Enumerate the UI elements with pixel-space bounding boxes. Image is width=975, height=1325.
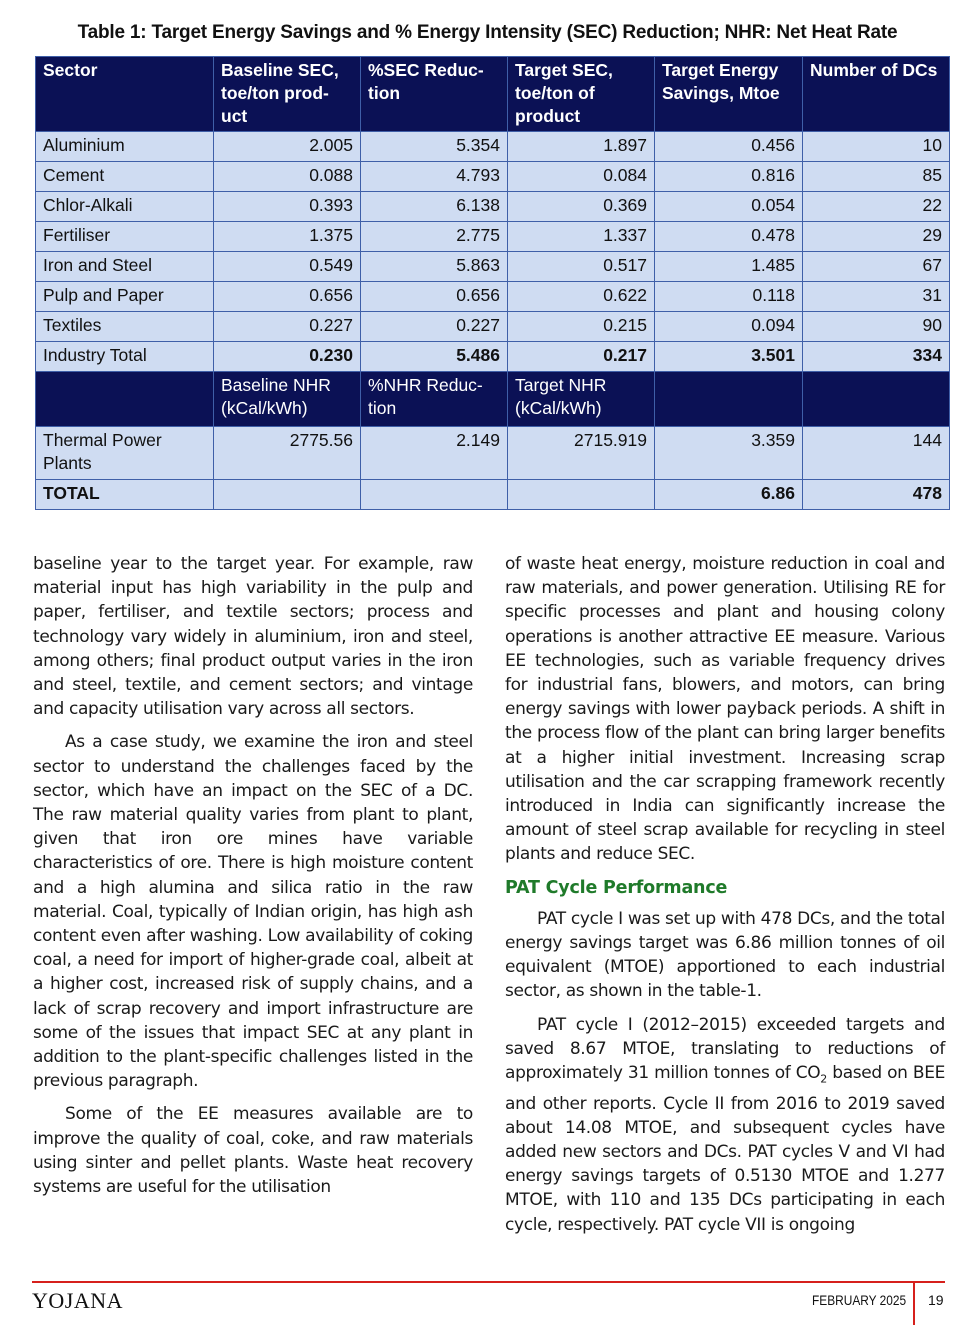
header-number-of-dcs: Number of DCs <box>803 57 950 132</box>
table-row <box>36 132 950 162</box>
cell-dcs: 478 <box>803 480 950 510</box>
paragraph-text: based on BEE and other reports. Cycle II from 2016 to 2019 saved about 14.08 MTOE, and subsequent cycles have added new sectors and DCs. PAT cycles V and VI had energy savings targets of 0.5130 MTOE and 1.277 MTOE, with 110 and 135 DCs participating in each cycle, respectively. PAT cycle VII is ongoing <box>505 1063 945 1235</box>
cell-reduction: 5.486 <box>361 342 508 372</box>
section-heading: PAT Cycle Performance <box>505 877 728 898</box>
cell-savings: 3.359 <box>655 427 803 480</box>
nhr-header-empty <box>655 372 803 427</box>
table-header-row <box>36 57 950 132</box>
cell-target: 0.217 <box>508 342 655 372</box>
header-baseline-sec: Baseline SEC, toe/ton prod-uct <box>214 57 361 132</box>
cell-dcs: 67 <box>803 252 950 282</box>
paragraph: As a case study, we examine the iron and steel sector to understand the challenges faced by the sector, which have an impact on the SEC of a DC. The raw material quality varies from plant to plant, given that iron ore mines have variable characteristics of ore. There is high moisture content and a high alumina and silica ratio in the raw material. Coal, typically of Indian origin, has high ash content even after washing. Low availability of coking coal, a need for import of higher-grade coal, albeit at a higher cost, increased risk of supply chains, and a lack of scrap recovery and import infrastructure are some of the issues that impact SEC at any plant in addition to the plant-specific challenges listed in the previous paragraph. <box>33 732 473 1092</box>
nhr-header-reduction: %NHR Reduc-tion <box>361 372 508 427</box>
nhr-header-row <box>36 372 950 427</box>
table-row <box>36 162 950 192</box>
paragraph-text: PAT cycle I (2012–2015) exceeded targets and saved 8.67 MTOE, translating to reductions of approximately 31 million tonnes of CO <box>505 1014 945 1084</box>
article-column-left <box>33 552 473 1208</box>
cell-sector: Fertiliser <box>36 222 214 252</box>
cell-baseline: 0.230 <box>214 342 361 372</box>
cell-dcs: 144 <box>803 427 950 480</box>
footer-page-divider <box>913 1281 915 1325</box>
cell-savings: 6.86 <box>655 480 803 510</box>
table-row <box>36 312 950 342</box>
thermal-power-row <box>36 427 950 480</box>
header-sec-reduction: %SEC Reduc-tion <box>361 57 508 132</box>
cell-sector: Pulp and Paper <box>36 282 214 312</box>
footer-brand: YOJANA <box>32 1288 123 1313</box>
cell-savings: 0.054 <box>655 192 803 222</box>
cell-target: 0.622 <box>508 282 655 312</box>
cell-baseline: 2.005 <box>214 132 361 162</box>
cell-savings: 0.816 <box>655 162 803 192</box>
energy-savings-table <box>35 56 950 510</box>
cell-target: 0.517 <box>508 252 655 282</box>
footer-issue-date: FEBRUARY 2025 <box>812 1292 907 1308</box>
industry-total-row <box>36 342 950 372</box>
nhr-header-target: Target NHR (kCal/kWh) <box>508 372 655 427</box>
grand-total-row <box>36 480 950 510</box>
cell-savings: 0.478 <box>655 222 803 252</box>
cell-baseline: 2775.56 <box>214 427 361 480</box>
cell-baseline: 0.393 <box>214 192 361 222</box>
cell-reduction: 0.656 <box>361 282 508 312</box>
cell-reduction: 0.227 <box>361 312 508 342</box>
cell-reduction: 5.354 <box>361 132 508 162</box>
cell-reduction <box>361 480 508 510</box>
cell-dcs: 90 <box>803 312 950 342</box>
cell-savings: 0.456 <box>655 132 803 162</box>
paragraph: Some of the EE measures available are to improve the quality of coal, coke, and raw materials using sinter and pellet plants. Waste heat recovery systems are useful for the utilisation <box>33 1104 473 1198</box>
cell-target: 1.337 <box>508 222 655 252</box>
page-number: 19 <box>928 1292 944 1308</box>
cell-sector: Textiles <box>36 312 214 342</box>
cell-savings: 0.094 <box>655 312 803 342</box>
paragraph: baseline year to the target year. For example, raw material input has high variability in the pulp and paper, fertiliser, and textile sectors; process and technology vary widely in aluminium, iron and steel, among others; final product output varies in the iron and steel, textile, and cement sectors; and vintage and capacity utilisation vary across all sectors. <box>33 554 473 720</box>
cell-savings: 0.118 <box>655 282 803 312</box>
table-row <box>36 222 950 252</box>
cell-reduction: 4.793 <box>361 162 508 192</box>
cell-sector: TOTAL <box>36 480 214 510</box>
cell-dcs: 85 <box>803 162 950 192</box>
paragraph: PAT cycle I was set up with 478 DCs, and the total energy savings target was 6.86 million tonnes of oil equivalent (MTOE) apportioned to each industrial sector, as shown in the table-1. <box>505 908 945 1002</box>
cell-target: 0.369 <box>508 192 655 222</box>
cell-target: 1.897 <box>508 132 655 162</box>
table-row <box>36 192 950 222</box>
cell-reduction: 2.775 <box>361 222 508 252</box>
cell-dcs: 10 <box>803 132 950 162</box>
cell-sector: Industry Total <box>36 342 214 372</box>
nhr-header-empty <box>803 372 950 427</box>
cell-savings: 1.485 <box>655 252 803 282</box>
cell-target: 0.084 <box>508 162 655 192</box>
header-sector: Sector <box>36 57 214 132</box>
subscript: 2 <box>820 1072 827 1086</box>
table-title: Table 1: Target Energy Savings and % Energy Intensity (SEC) Reduction; NHR: Net Heat Rate <box>77 22 898 43</box>
cell-reduction: 5.863 <box>361 252 508 282</box>
paragraph <box>505 1013 945 1237</box>
cell-baseline: 0.656 <box>214 282 361 312</box>
table-row <box>36 252 950 282</box>
article-column-right <box>505 552 945 1246</box>
cell-dcs: 22 <box>803 192 950 222</box>
cell-target <box>508 480 655 510</box>
nhr-header-baseline: Baseline NHR (kCal/kWh) <box>214 372 361 427</box>
nhr-header-empty <box>36 372 214 427</box>
cell-savings: 3.501 <box>655 342 803 372</box>
cell-baseline: 1.375 <box>214 222 361 252</box>
header-target-sec: Target SEC, toe/ton of product <box>508 57 655 132</box>
cell-sector: Cement <box>36 162 214 192</box>
cell-sector: Thermal Power Plants <box>36 427 214 480</box>
paragraph: of waste heat energy, moisture reduction in coal and raw materials, and power generation. Utilising RE for specific processes and plant and housing colony operations is another attractive EE measure. Various EE technologies, such as variable frequency drives for industrial fans, blowers, and motors, can bring energy savings with lower payback periods. A shift in the process flow of the plant can bring larger benefits at a higher initial investment. Increasing scrap utilisation and the car scrapping framework recently introduced in India can significantly increase the amount of steel scrap available for recycling in steel plants and reduce SEC. <box>505 554 945 865</box>
cell-baseline: 0.227 <box>214 312 361 342</box>
cell-dcs: 334 <box>803 342 950 372</box>
cell-reduction: 2.149 <box>361 427 508 480</box>
cell-target: 2715.919 <box>508 427 655 480</box>
cell-sector: Iron and Steel <box>36 252 214 282</box>
table-row <box>36 282 950 312</box>
cell-target: 0.215 <box>508 312 655 342</box>
cell-baseline: 0.549 <box>214 252 361 282</box>
cell-sector: Aluminium <box>36 132 214 162</box>
cell-sector: Chlor-Alkali <box>36 192 214 222</box>
cell-baseline: 0.088 <box>214 162 361 192</box>
cell-dcs: 31 <box>803 282 950 312</box>
footer-divider <box>32 1281 945 1283</box>
cell-reduction: 6.138 <box>361 192 508 222</box>
cell-baseline <box>214 480 361 510</box>
header-target-savings: Target Energy Savings, Mtoe <box>655 57 803 132</box>
cell-dcs: 29 <box>803 222 950 252</box>
